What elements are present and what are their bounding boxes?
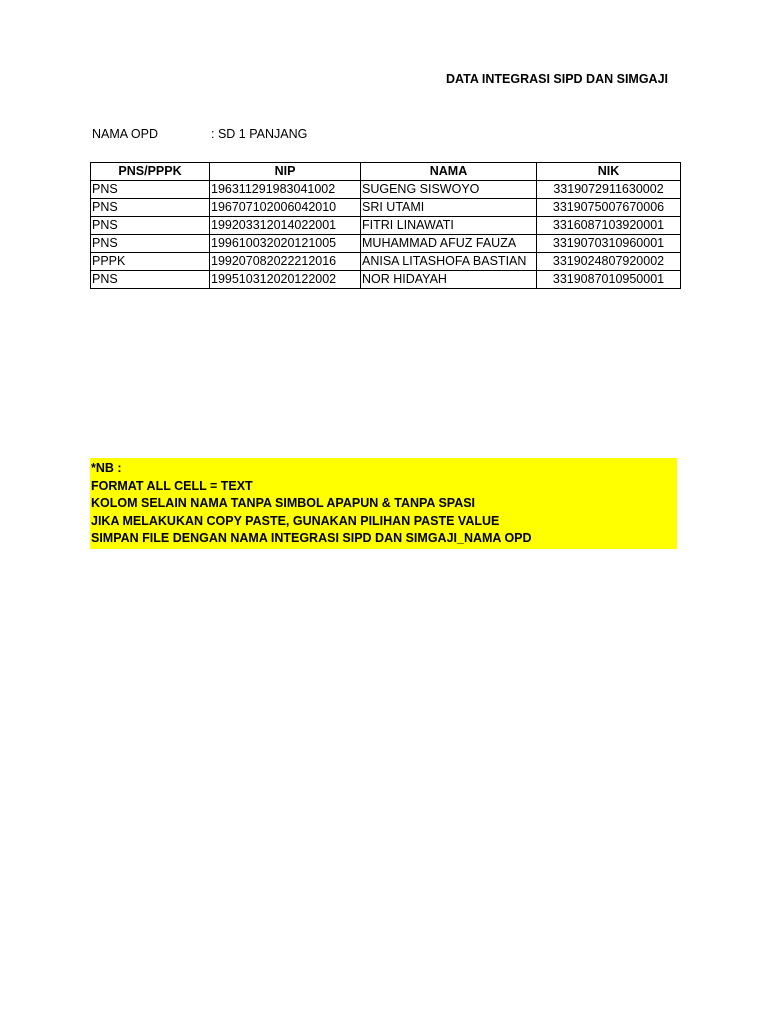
- table-row: [91, 271, 681, 289]
- cell-nama: NOR HIDAYAH: [361, 271, 537, 289]
- cell-nama: ANISA LITASHOFA BASTIAN: [361, 253, 537, 271]
- table-row: [91, 217, 681, 235]
- cell-nip: 199610032020121005: [210, 235, 361, 253]
- header-pns-pppk: PNS/PPPK: [91, 163, 210, 181]
- header-nama: NAMA: [361, 163, 537, 181]
- cell-nama: FITRI LINAWATI: [361, 217, 537, 235]
- note-line: FORMAT ALL CELL = TEXT: [91, 478, 253, 493]
- header-nip: NIP: [210, 163, 361, 181]
- document-title: DATA INTEGRASI SIPD DAN SIMGAJI: [446, 72, 669, 86]
- cell-nip: 199203312014022001: [210, 217, 361, 235]
- note-box: [90, 458, 677, 549]
- note-heading: *NB :: [91, 461, 122, 475]
- cell-nik: 3319070310960001: [537, 235, 681, 253]
- note-line: SIMPAN FILE DENGAN NAMA INTEGRASI SIPD DAN SIMGAJI_NAMA OPD: [91, 531, 532, 545]
- cell-nama: SUGENG SISWOYO: [361, 181, 537, 199]
- opd-label: NAMA OPD: [92, 127, 158, 141]
- cell-jenis: PNS: [91, 271, 210, 289]
- cell-nik: 3316087103920001: [537, 217, 681, 235]
- opd-value: : SD 1 PANJANG: [211, 127, 308, 141]
- cell-nip: 196311291983041002: [210, 181, 361, 199]
- cell-jenis: PPPK: [91, 253, 210, 271]
- cell-jenis: PNS: [91, 217, 210, 235]
- table-row: [91, 199, 681, 217]
- cell-nik: 3319087010950001: [537, 271, 681, 289]
- cell-jenis: PNS: [91, 235, 210, 253]
- table-header-row: [91, 163, 681, 181]
- header-nik: NIK: [537, 163, 681, 181]
- table-row: [91, 181, 681, 199]
- table-row: [91, 253, 681, 271]
- cell-nip: 199207082022212016: [210, 253, 361, 271]
- cell-nip: 199510312020122002: [210, 271, 361, 289]
- cell-nama: SRI UTAMI: [361, 199, 537, 217]
- cell-nik: 3319072911630002: [537, 181, 681, 199]
- cell-nip: 196707102006042010: [210, 199, 361, 217]
- cell-jenis: PNS: [91, 199, 210, 217]
- cell-nik: 3319024807920002: [537, 253, 681, 271]
- table-row: [91, 235, 681, 253]
- note-line: KOLOM SELAIN NAMA TANPA SIMBOL APAPUN & TANPA SPASI: [91, 496, 476, 510]
- employee-table: [90, 162, 681, 289]
- cell-nama: MUHAMMAD AFUZ FAUZA: [361, 235, 537, 253]
- cell-jenis: PNS: [91, 181, 210, 199]
- note-line: JIKA MELAKUKAN COPY PASTE, GUNAKAN PILIHAN PASTE VALUE: [91, 513, 500, 528]
- cell-nik: 3319075007670006: [537, 199, 681, 217]
